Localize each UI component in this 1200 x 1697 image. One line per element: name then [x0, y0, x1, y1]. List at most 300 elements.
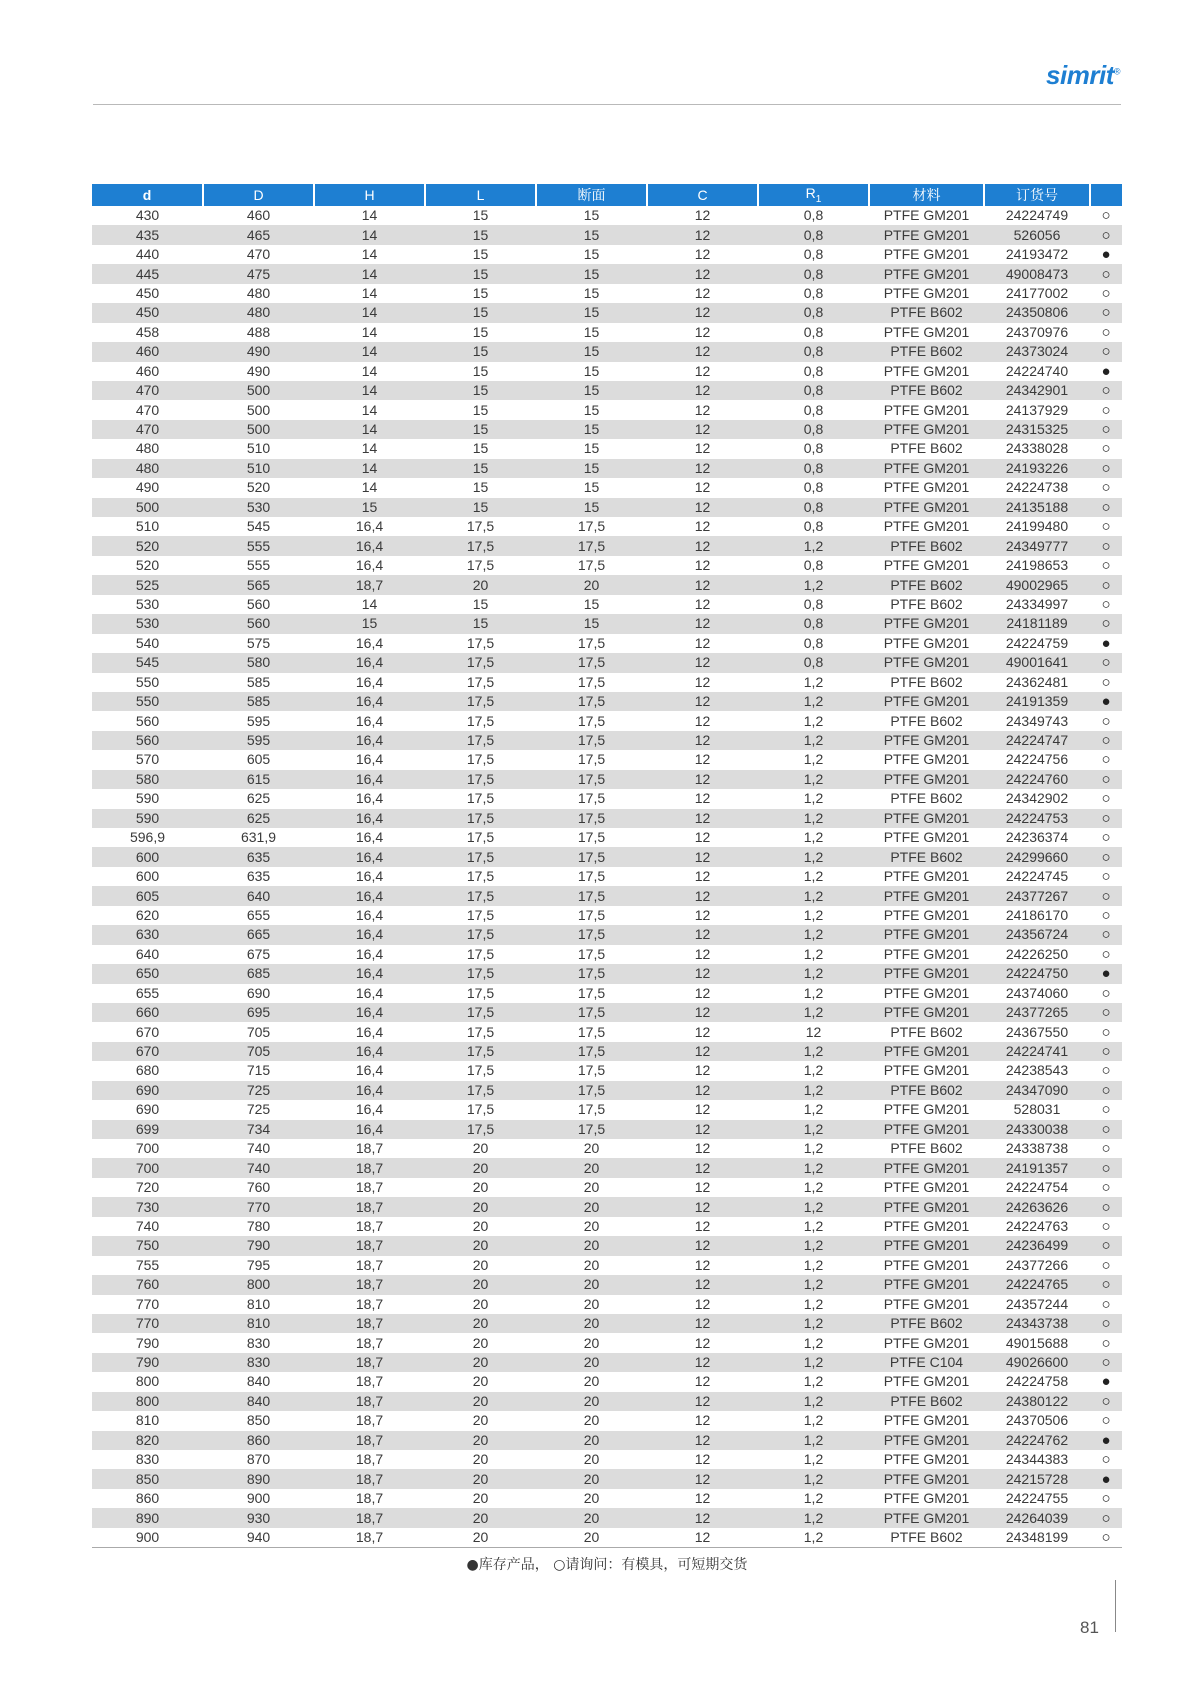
table-cell: PTFE GM201 [869, 964, 984, 983]
table-cell: 24177002 [984, 284, 1090, 303]
table-cell: 1,2 [758, 1139, 869, 1158]
table-cell: 17,5 [425, 1022, 536, 1041]
table-cell: 20 [536, 1217, 647, 1236]
table-cell: 700 [92, 1139, 203, 1158]
table-cell: 12 [647, 1178, 758, 1197]
table-cell: 14 [314, 362, 425, 381]
table-cell: 24347090 [984, 1081, 1090, 1100]
table-row [92, 575, 1122, 594]
table-cell: 17,5 [536, 809, 647, 828]
table-cell: 15 [425, 284, 536, 303]
table-cell: 24193472 [984, 245, 1090, 264]
col-header-R1: $R_1$ [758, 184, 869, 206]
table-cell: 15 [536, 342, 647, 361]
table-cell: 605 [203, 750, 314, 769]
table-cell: 20 [425, 1275, 536, 1294]
table-row [92, 264, 1122, 283]
table-row [92, 206, 1122, 225]
table-cell: 560 [92, 731, 203, 750]
table-cell: 15 [425, 439, 536, 458]
table-row [92, 711, 1122, 730]
table-cell: 1,2 [758, 1178, 869, 1197]
table-cell: 24224762 [984, 1431, 1090, 1450]
table-cell: 17,5 [536, 517, 647, 536]
col-header-order-no: 订货号 [984, 184, 1090, 206]
table-cell: 18,7 [314, 1275, 425, 1294]
table-cell: 530 [203, 498, 314, 517]
table-cell: 18,7 [314, 1392, 425, 1411]
table-row [92, 809, 1122, 828]
table-cell: 17,5 [536, 847, 647, 866]
table-cell: 15 [425, 362, 536, 381]
table-cell: 725 [203, 1100, 314, 1119]
table-cell: 16,4 [314, 906, 425, 925]
table-cell: 700 [92, 1158, 203, 1177]
table-row [92, 847, 1122, 866]
table-cell: 17,5 [536, 634, 647, 653]
table-cell: 12 [647, 536, 758, 555]
table-cell: 17,5 [536, 1022, 647, 1041]
table-cell: 0,8 [758, 303, 869, 322]
table-cell: 24236374 [984, 828, 1090, 847]
table-cell: 0,8 [758, 264, 869, 283]
table-row [92, 906, 1122, 925]
table-cell: 620 [92, 906, 203, 925]
table-cell: 705 [203, 1042, 314, 1061]
table-cell: 20 [536, 1431, 647, 1450]
table-cell: 20 [536, 1158, 647, 1177]
table-cell: 20 [425, 1450, 536, 1469]
table-cell: 15 [425, 498, 536, 517]
table-row [92, 1275, 1122, 1294]
table-cell: 655 [92, 984, 203, 1003]
stock-status-icon: ○ [1090, 1508, 1122, 1527]
table-cell: 12 [647, 1120, 758, 1139]
table-cell: 17,5 [425, 925, 536, 944]
table-row [92, 945, 1122, 964]
table-row [92, 362, 1122, 381]
table-cell: 530 [92, 614, 203, 633]
table-cell: 49015688 [984, 1333, 1090, 1352]
table-cell: 16,4 [314, 867, 425, 886]
table-cell: 24377267 [984, 886, 1090, 905]
table-cell: 500 [203, 420, 314, 439]
table-cell: 15 [536, 323, 647, 342]
table-cell: 20 [425, 1197, 536, 1216]
table-cell: 15 [536, 439, 647, 458]
table-cell: 16,4 [314, 770, 425, 789]
table-cell: 24330038 [984, 1120, 1090, 1139]
table-cell: 15 [425, 323, 536, 342]
table-cell: 17,5 [536, 673, 647, 692]
table-cell: 430 [92, 206, 203, 225]
table-cell: PTFE GM201 [869, 284, 984, 303]
table-cell: 510 [203, 439, 314, 458]
table-cell: 0,8 [758, 400, 869, 419]
table-cell: 1,2 [758, 925, 869, 944]
table-cell: PTFE GM201 [869, 1178, 984, 1197]
table-cell: 12 [647, 459, 758, 478]
table-cell: PTFE GM201 [869, 1411, 984, 1430]
table-cell: 20 [536, 1450, 647, 1469]
table-cell: 12 [647, 750, 758, 769]
table-cell: 17,5 [536, 692, 647, 711]
table-row [92, 517, 1122, 536]
table-cell: 15 [536, 245, 647, 264]
table-cell: PTFE GM201 [869, 1275, 984, 1294]
table-cell: 596,9 [92, 828, 203, 847]
table-cell: 14 [314, 420, 425, 439]
table-cell: PTFE GM201 [869, 323, 984, 342]
table-cell: 18,7 [314, 1450, 425, 1469]
table-cell: 18,7 [314, 1411, 425, 1430]
table-cell: 1,2 [758, 828, 869, 847]
table-cell: PTFE GM201 [869, 1197, 984, 1216]
table-cell: 16,4 [314, 634, 425, 653]
table-cell: 0,8 [758, 362, 869, 381]
table-cell: 550 [92, 692, 203, 711]
table-row [92, 284, 1122, 303]
table-cell: PTFE GM201 [869, 1450, 984, 1469]
table-cell: 480 [203, 303, 314, 322]
stock-status-icon: ○ [1090, 906, 1122, 925]
table-cell: 1,2 [758, 1158, 869, 1177]
table-cell: PTFE GM201 [869, 867, 984, 886]
table-cell: PTFE GM201 [869, 1158, 984, 1177]
table-cell: 520 [92, 556, 203, 575]
table-cell: 15 [425, 478, 536, 497]
table-cell: 0,8 [758, 284, 869, 303]
table-row [92, 653, 1122, 672]
table-cell: 780 [203, 1217, 314, 1236]
table-cell: 590 [92, 789, 203, 808]
table-cell: 16,4 [314, 925, 425, 944]
table-cell: PTFE B602 [869, 1081, 984, 1100]
table-cell: 0,8 [758, 342, 869, 361]
table-cell: 16,4 [314, 653, 425, 672]
table-cell: 0,8 [758, 206, 869, 225]
stock-status-icon: ○ [1090, 984, 1122, 1003]
table-cell: PTFE GM201 [869, 653, 984, 672]
table-cell: 15 [425, 303, 536, 322]
table-cell: 24215728 [984, 1469, 1090, 1488]
table-row [92, 1314, 1122, 1333]
table-cell: 14 [314, 459, 425, 478]
table-cell: 12 [647, 1275, 758, 1294]
table-row [92, 1178, 1122, 1197]
table-cell: 24135188 [984, 498, 1090, 517]
stock-status-icon: ○ [1090, 225, 1122, 244]
table-row [92, 1528, 1122, 1547]
table-cell: PTFE GM201 [869, 1100, 984, 1119]
table-cell: 15 [536, 284, 647, 303]
table-cell: 470 [92, 420, 203, 439]
table-cell: 12 [647, 556, 758, 575]
table-cell: 595 [203, 711, 314, 730]
table-cell: 18,7 [314, 1431, 425, 1450]
table-cell: 12 [647, 809, 758, 828]
table-cell: 24338028 [984, 439, 1090, 458]
table-cell: 12 [647, 498, 758, 517]
table-cell: PTFE B602 [869, 595, 984, 614]
table-row [92, 1236, 1122, 1255]
table-cell: 20 [536, 1333, 647, 1352]
stock-status-icon: ● [1090, 1469, 1122, 1488]
table-cell: 526056 [984, 225, 1090, 244]
table-cell: 16,4 [314, 556, 425, 575]
table-cell: 460 [92, 362, 203, 381]
table-cell: PTFE GM201 [869, 1120, 984, 1139]
table-cell: 16,4 [314, 984, 425, 1003]
table-cell: 1,2 [758, 750, 869, 769]
table-cell: 15 [314, 614, 425, 633]
table-cell: 12 [647, 1508, 758, 1527]
stock-status-icon: ○ [1090, 459, 1122, 478]
table-row [92, 1042, 1122, 1061]
table-cell: 16,4 [314, 1022, 425, 1041]
table-cell: 488 [203, 323, 314, 342]
table-cell: 20 [536, 1411, 647, 1430]
table-cell: 570 [92, 750, 203, 769]
table-cell: 17,5 [425, 1042, 536, 1061]
stock-status-icon: ○ [1090, 303, 1122, 322]
table-header-row [92, 184, 1122, 206]
table-cell: PTFE GM201 [869, 634, 984, 653]
table-cell: 20 [425, 1256, 536, 1275]
stock-status-icon: ○ [1090, 1256, 1122, 1275]
table-cell: 12 [647, 711, 758, 730]
table-cell: 24224763 [984, 1217, 1090, 1236]
table-cell: PTFE GM201 [869, 517, 984, 536]
table-cell: 1,2 [758, 1353, 869, 1372]
table-cell: 1,2 [758, 673, 869, 692]
table-cell: 665 [203, 925, 314, 944]
table-cell: 16,4 [314, 517, 425, 536]
table-cell: 15 [425, 225, 536, 244]
table-cell: 15 [536, 400, 647, 419]
table-row [92, 1003, 1122, 1022]
col-header-H: H [314, 184, 425, 206]
table-cell: 12 [647, 1022, 758, 1041]
table-cell: 12 [647, 692, 758, 711]
col-header-stock [1090, 184, 1122, 206]
table-cell: 635 [203, 867, 314, 886]
table-cell: 1,2 [758, 1042, 869, 1061]
table-cell: 475 [203, 264, 314, 283]
table-cell: 470 [203, 245, 314, 264]
table-cell: 14 [314, 323, 425, 342]
table-cell: 580 [92, 770, 203, 789]
table-cell: 16,4 [314, 964, 425, 983]
table-cell: 12 [647, 439, 758, 458]
table-cell: 18,7 [314, 1295, 425, 1314]
table-cell: 18,7 [314, 1217, 425, 1236]
table-cell: 480 [92, 459, 203, 478]
stock-status-icon: ○ [1090, 1120, 1122, 1139]
table-row [92, 498, 1122, 517]
table-cell: 12 [647, 284, 758, 303]
table-cell: 1,2 [758, 536, 869, 555]
table-cell: 12 [647, 1333, 758, 1352]
table-cell: 1,2 [758, 770, 869, 789]
stock-status-icon: ○ [1090, 809, 1122, 828]
table-cell: 870 [203, 1450, 314, 1469]
table-row [92, 1431, 1122, 1450]
table-cell: 580 [203, 653, 314, 672]
table-cell: 15 [425, 342, 536, 361]
table-row [92, 1158, 1122, 1177]
table-cell: 12 [647, 614, 758, 633]
table-cell: 1,2 [758, 789, 869, 808]
table-cell: 15 [425, 459, 536, 478]
col-header-D: D [203, 184, 314, 206]
table-cell: 480 [92, 439, 203, 458]
table-cell: 12 [647, 653, 758, 672]
table-cell: 15 [425, 381, 536, 400]
stock-status-icon: ○ [1090, 1061, 1122, 1080]
table-cell: 1,2 [758, 945, 869, 964]
table-cell: PTFE B602 [869, 439, 984, 458]
table-cell: 20 [536, 1392, 647, 1411]
table-cell: 595 [203, 731, 314, 750]
table-cell: 17,5 [536, 711, 647, 730]
table-cell: 840 [203, 1392, 314, 1411]
table-cell: 800 [92, 1392, 203, 1411]
table-cell: 16,4 [314, 1120, 425, 1139]
table-cell: 17,5 [425, 536, 536, 555]
table-cell: 12 [647, 420, 758, 439]
table-cell: 15 [536, 381, 647, 400]
table-cell: 24299660 [984, 847, 1090, 866]
stock-status-icon: ● [1090, 1431, 1122, 1450]
table-cell: 15 [536, 459, 647, 478]
table-cell: 0,8 [758, 381, 869, 400]
stock-status-icon: ○ [1090, 886, 1122, 905]
table-cell: 0,8 [758, 498, 869, 517]
table-cell: 1,2 [758, 1100, 869, 1119]
table-cell: 17,5 [536, 770, 647, 789]
stock-status-icon: ○ [1090, 381, 1122, 400]
table-cell: 900 [203, 1489, 314, 1508]
table-cell: 12 [647, 731, 758, 750]
stock-status-icon: ● [1090, 1372, 1122, 1391]
table-cell: 660 [92, 1003, 203, 1022]
table-cell: 525 [92, 575, 203, 594]
table-cell: 20 [425, 1236, 536, 1255]
table-cell: 15 [425, 400, 536, 419]
table-cell: 12 [647, 400, 758, 419]
table-cell: 24224745 [984, 867, 1090, 886]
header-rule [93, 104, 1121, 105]
table-cell: 1,2 [758, 1450, 869, 1469]
table-cell: 545 [203, 517, 314, 536]
stock-status-icon: ○ [1090, 731, 1122, 750]
stock-status-icon: ○ [1090, 1100, 1122, 1119]
table-cell: 17,5 [536, 536, 647, 555]
table-cell: 12 [647, 1236, 758, 1255]
table-cell: 17,5 [425, 1081, 536, 1100]
stock-status-icon: ○ [1090, 1333, 1122, 1352]
table-cell: 15 [536, 478, 647, 497]
table-cell: 12 [647, 634, 758, 653]
table-cell: 1,2 [758, 575, 869, 594]
table-cell: 20 [536, 1314, 647, 1333]
stock-status-icon: ○ [1090, 1353, 1122, 1372]
table-cell: 1,2 [758, 1372, 869, 1391]
table-cell: PTFE B602 [869, 1022, 984, 1041]
table-cell: 17,5 [536, 906, 647, 925]
table-cell: 24224754 [984, 1178, 1090, 1197]
table-cell: 1,2 [758, 711, 869, 730]
table-cell: 14 [314, 439, 425, 458]
table-row [92, 789, 1122, 808]
table-cell: PTFE GM201 [869, 925, 984, 944]
table-cell: 12 [647, 964, 758, 983]
table-cell: 24377266 [984, 1256, 1090, 1275]
table-row [92, 245, 1122, 264]
stock-status-icon: ○ [1090, 750, 1122, 769]
table-cell: 12 [647, 575, 758, 594]
table-cell: 20 [425, 1489, 536, 1508]
table-row [92, 1372, 1122, 1391]
table-cell: 12 [647, 1528, 758, 1547]
table-cell: 810 [203, 1295, 314, 1314]
table-cell: 740 [203, 1158, 314, 1177]
table-cell: 1,2 [758, 984, 869, 1003]
table-row [92, 400, 1122, 419]
stock-status-icon: ○ [1090, 400, 1122, 419]
table-cell: 540 [92, 634, 203, 653]
table-cell: 12 [647, 323, 758, 342]
table-cell: PTFE GM201 [869, 1333, 984, 1352]
table-cell: 17,5 [536, 1081, 647, 1100]
stock-status-icon: ○ [1090, 828, 1122, 847]
table-cell: 49001641 [984, 653, 1090, 672]
table-cell: PTFE GM201 [869, 245, 984, 264]
table-row [92, 925, 1122, 944]
table-cell: 24367550 [984, 1022, 1090, 1041]
table-cell: 17,5 [425, 634, 536, 653]
table-row [92, 420, 1122, 439]
stock-status-icon: ○ [1090, 342, 1122, 361]
table-cell: 12 [647, 906, 758, 925]
table-cell: PTFE GM201 [869, 478, 984, 497]
table-cell: 12 [647, 1411, 758, 1430]
stock-status-icon: ○ [1090, 264, 1122, 283]
table-cell: PTFE B602 [869, 342, 984, 361]
table-cell: 12 [647, 1100, 758, 1119]
table-cell: PTFE GM201 [869, 206, 984, 225]
table-row [92, 867, 1122, 886]
table-cell: 1,2 [758, 692, 869, 711]
table-cell: 520 [92, 536, 203, 555]
table-cell: PTFE GM201 [869, 1256, 984, 1275]
table-cell: 24344383 [984, 1450, 1090, 1469]
table-cell: PTFE GM201 [869, 556, 984, 575]
table-cell: PTFE B602 [869, 381, 984, 400]
table-cell: 20 [425, 1528, 536, 1547]
table-cell: 445 [92, 264, 203, 283]
table-cell: 20 [425, 575, 536, 594]
table-cell: 24137929 [984, 400, 1090, 419]
table-cell: 500 [203, 381, 314, 400]
table-cell: 17,5 [425, 828, 536, 847]
table-cell: 14 [314, 206, 425, 225]
table-row [92, 1061, 1122, 1080]
table-cell: 528031 [984, 1100, 1090, 1119]
table-cell: PTFE B602 [869, 1528, 984, 1547]
table-cell: 940 [203, 1528, 314, 1547]
